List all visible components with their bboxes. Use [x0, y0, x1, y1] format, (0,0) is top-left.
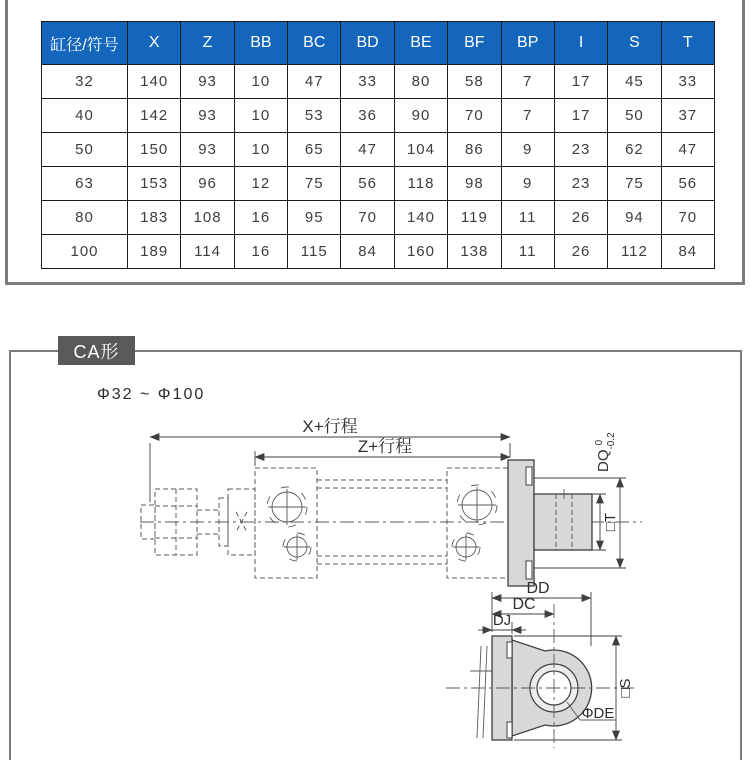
table-header-cell: BC [288, 22, 341, 65]
section-badge [58, 336, 135, 365]
table-body [42, 65, 715, 269]
value-cell: 94 [608, 201, 661, 235]
value-cell: 9 [501, 133, 554, 167]
value-cell: 189 [128, 235, 181, 269]
value-cell: 93 [181, 65, 234, 99]
value-cell: 47 [288, 65, 341, 99]
table-row [42, 99, 715, 133]
table-row [42, 65, 715, 99]
value-cell: 140 [128, 65, 181, 99]
table-header-cell: BE [394, 22, 447, 65]
value-cell: 119 [448, 201, 501, 235]
value-cell: 56 [341, 167, 394, 201]
value-cell: 96 [181, 167, 234, 201]
table-header-cell: X [128, 22, 181, 65]
bore-cell: 40 [42, 99, 128, 133]
value-cell: 93 [181, 133, 234, 167]
value-cell: 47 [661, 133, 714, 167]
value-cell: 95 [288, 201, 341, 235]
cylinder-body [255, 468, 509, 578]
value-cell: 12 [234, 167, 287, 201]
value-cell: 160 [394, 235, 447, 269]
value-cell: 75 [288, 167, 341, 201]
rear-port [452, 485, 497, 561]
dim-x-label: X+行程 [302, 417, 358, 436]
dimension-table [41, 21, 715, 269]
value-cell: 33 [661, 65, 714, 99]
dim-s-label: □S [617, 678, 634, 698]
dim-z-stroke [255, 437, 510, 466]
value-cell: 84 [341, 235, 394, 269]
value-cell: 75 [608, 167, 661, 201]
table-header-row [42, 22, 715, 65]
cylinder-side-view [140, 417, 642, 586]
value-cell: 183 [128, 201, 181, 235]
bore-cell: 100 [42, 235, 128, 269]
value-cell: 7 [501, 65, 554, 99]
dim-dq-label: DQ $^0$ -0.2 [594, 432, 617, 472]
section-badge-label: CA形 [73, 341, 120, 362]
value-cell: 10 [234, 99, 287, 133]
value-cell: 108 [181, 201, 234, 235]
value-cell: 70 [661, 201, 714, 235]
value-cell: 10 [234, 133, 287, 167]
value-cell: 104 [394, 133, 447, 167]
table-header-cell: BP [501, 22, 554, 65]
dim-dc-label: DC [512, 596, 536, 613]
bore-cell: 80 [42, 201, 128, 235]
table-header-cell: I [554, 22, 607, 65]
value-cell: 50 [608, 99, 661, 133]
bore-range-label: Φ32 ~ Φ100 [97, 386, 206, 403]
bore-cell: 32 [42, 65, 128, 99]
dim-de-label: ΦDE [581, 705, 615, 722]
ca-mount-section [508, 460, 592, 586]
value-cell: 84 [661, 235, 714, 269]
value-cell: 115 [288, 235, 341, 269]
value-cell: 47 [341, 133, 394, 167]
table-header-cell: T [661, 22, 714, 65]
table-row [42, 133, 715, 167]
front-port [267, 487, 311, 561]
value-cell: 9 [501, 167, 554, 201]
bore-cell: 63 [42, 167, 128, 201]
dim-z-label: Z+行程 [357, 437, 413, 456]
value-cell: 65 [288, 133, 341, 167]
table-panel [5, 0, 745, 285]
value-cell: 37 [661, 99, 714, 133]
break-lines [477, 646, 487, 738]
table-header-cell: Z [181, 22, 234, 65]
value-cell: 26 [554, 201, 607, 235]
value-cell: 142 [128, 99, 181, 133]
value-cell: 80 [394, 65, 447, 99]
value-cell: 16 [234, 235, 287, 269]
value-cell: 138 [448, 235, 501, 269]
value-cell: 56 [661, 167, 714, 201]
dim-dd-label: DD [526, 580, 550, 597]
value-cell: 62 [608, 133, 661, 167]
value-cell: 140 [394, 201, 447, 235]
value-cell: 90 [394, 99, 447, 133]
table-header-cell: S [608, 22, 661, 65]
value-cell: 26 [554, 235, 607, 269]
value-cell: 86 [448, 133, 501, 167]
clevis-end-view [446, 580, 634, 748]
value-cell: 112 [608, 235, 661, 269]
value-cell: 23 [554, 133, 607, 167]
value-cell: 33 [341, 65, 394, 99]
value-cell: 153 [128, 167, 181, 201]
table-header-cell: BB [234, 22, 287, 65]
value-cell: 10 [234, 65, 287, 99]
value-cell: 16 [234, 201, 287, 235]
value-cell: 70 [341, 201, 394, 235]
dim-x-stroke [150, 417, 510, 502]
value-cell: 150 [128, 133, 181, 167]
table-header-cell: 缸径/符号 [42, 22, 128, 65]
dim-dj-label: DJ [492, 612, 512, 629]
value-cell: 114 [181, 235, 234, 269]
dim-dj [478, 612, 526, 634]
dim-t-label: □T [602, 512, 619, 532]
value-cell: 7 [501, 99, 554, 133]
value-cell: 36 [341, 99, 394, 133]
value-cell: 11 [501, 201, 554, 235]
value-cell: 17 [554, 99, 607, 133]
value-cell: 53 [288, 99, 341, 133]
value-cell: 45 [608, 65, 661, 99]
table-row [42, 167, 715, 201]
value-cell: 58 [448, 65, 501, 99]
table-header-cell: BF [448, 22, 501, 65]
value-cell: 23 [554, 167, 607, 201]
table-header-cell: BD [341, 22, 394, 65]
value-cell: 93 [181, 99, 234, 133]
value-cell: 17 [554, 65, 607, 99]
value-cell: 11 [501, 235, 554, 269]
bore-cell: 50 [42, 133, 128, 167]
value-cell: 98 [448, 167, 501, 201]
value-cell: 118 [394, 167, 447, 201]
value-cell: 70 [448, 99, 501, 133]
table-row [42, 201, 715, 235]
table-row [42, 235, 715, 269]
